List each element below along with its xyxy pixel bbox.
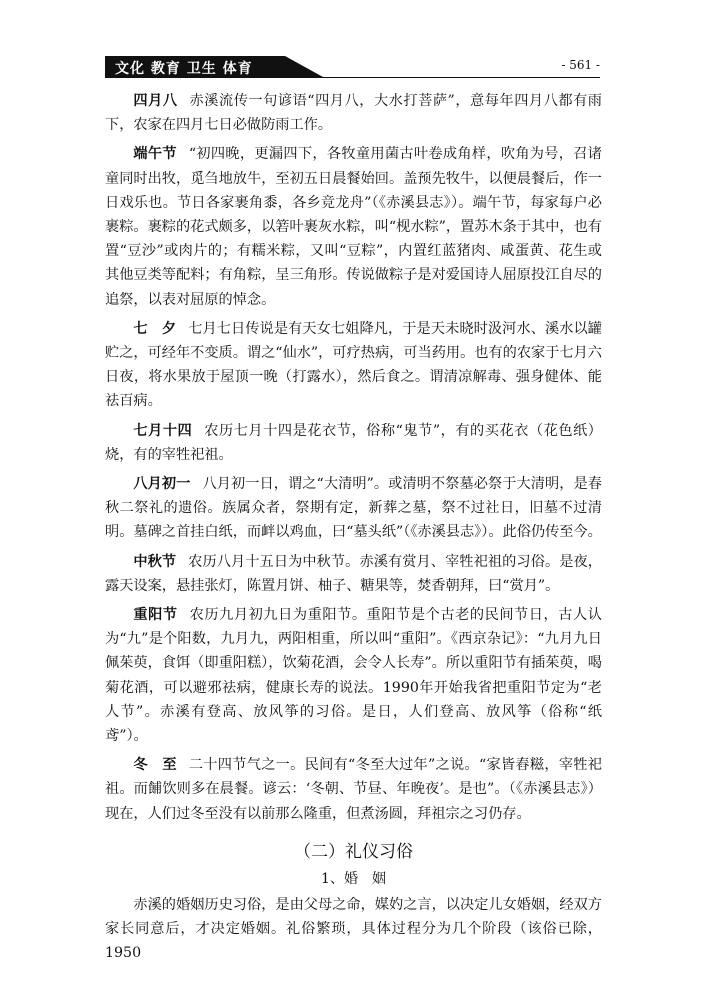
subsection-heading: 1、婚 姻 [321, 870, 386, 887]
festival-term: 重阳节 [133, 607, 178, 624]
festival-entry [105, 472, 602, 545]
festival-text: 农历九月初九日为重阳节。重阳节是个古老的民间节日，古人认为“九”是个阳数，九月九，两阳相重，所以叫“重阳”。《西京杂记》：“九月九日佩茱萸，食饵（即重阳糕），饮菊花酒，会令人长寿”。所以重阳节有插茱萸，喝菊花酒，可以避邪祛病，健康长寿的说法。1990年开始我省把重阳节定为“老人节”。赤溪有登高、放风筝的习俗。是日，人们登高、放风筝（俗称“纸鸢”）。 [105, 607, 602, 745]
festival-text: 赤溪流传一句谚语“四月八，大水打菩萨”，意每年四月八都有雨下，农家在四月七日必做防雨工作。 [105, 93, 602, 134]
festival-text: 七月七日传说是有天女七姐降凡，于是天未晓时汲河水、溪水以罐贮之，可经年不变质。谓之“仙水”，可疗热病，可当药用。也有的农家于七月六日夜，将水果放于屋顶一晚（打露水），然后食之。谓清凉解毒、强身健体、能祛百病。 [105, 320, 602, 410]
festival-entry [105, 419, 602, 467]
festival-text: 农历八月十五日为中秋节。赤溪有赏月、宰牲祀祖的习俗。是夜，露天设案，悬挂张灯，陈置月饼、柚子、糖果等，焚香朝拜，曰“赏月”。 [105, 553, 602, 594]
festival-text: 农历七月十四是花衣节，俗称“鬼节”，有的买花衣（花色纸）烧，有的宰牲祀祖。 [105, 422, 602, 463]
festival-term: 七月十四 [133, 422, 193, 439]
festival-entry [105, 317, 602, 414]
body-paragraph: 赤溪的婚姻历史习俗，是由父母之命，媒妁之言，以决定儿女婚姻，经双方家长同意后，才决定婚姻。礼俗繁琐，具体过程分为几个阶段（该俗已除，1950 [105, 896, 602, 962]
running-header [105, 54, 600, 80]
festival-entry [105, 142, 602, 311]
header-section-title: 文化 教育 卫生 体育 [115, 61, 253, 77]
festival-entry [105, 550, 602, 598]
festival-term: 冬 至 [133, 757, 177, 774]
festival-term: 中秋节 [133, 553, 177, 570]
festival-term: 八月初一 [133, 476, 191, 493]
header-rule [105, 77, 600, 78]
festival-term: 四月八 [133, 93, 178, 109]
festival-text: 八月初一日，谓之“大清明”。或清明不祭墓必祭于大清明，是春秋二祭礼的遗俗。族属众者，祭期有定，新葬之墓，祭不过社日，旧墓不过清明。墓碑之首挂白纸，而衅以鸡血，曰“墓头纸”（《赤溪县志》）。此俗仍传至今。 [105, 476, 602, 541]
festival-text: “初四晚，更漏四下，各牧童用菌古叶卷成角样，吹角为号，召诸童同时出牧，觅刍地放牛，至初五日晨餐始回。盖预先牧牛，以便晨餐后，作一日戏乐也。节日各家裹角黍，各乡竞龙舟”（《赤溪县志》）。端午节，每家每户必裹粽。裹粽的花式颇多，以箬叶裹灰水粽，叫“枧水粽”，置苏木条于其中，也有置“豆沙”或肉片的；有糯米粽，又叫“豆粽”，内置红蓝猪肉、咸蛋黄、花生或其他豆类等配料；有角粽，呈三角形。传说做粽子是对爱国诗人屈原投江自尽的追祭，以表对屈原的悼念。 [105, 146, 602, 308]
section-heading: （二）礼仪习俗 [294, 841, 413, 862]
page-number: - 561 - [561, 58, 600, 72]
festival-term: 七 夕 [133, 320, 177, 337]
body-text [105, 89, 602, 966]
festival-entry [105, 603, 602, 748]
festival-text: 二十四节气之一。民间有“冬至大过年”之说。“家皆舂糍，宰牲祀祖。而餔饮则多在晨餐。谚云：‘冬朝、节昼、年晚夜’。是也”。（《赤溪县志》）现在，人们过冬至没有以前那么隆重，但煮汤圆，拜祖宗之习仍存。 [105, 757, 602, 822]
festival-term: 端午节 [133, 146, 177, 163]
festival-entry [105, 753, 602, 826]
festival-entry [105, 89, 602, 137]
